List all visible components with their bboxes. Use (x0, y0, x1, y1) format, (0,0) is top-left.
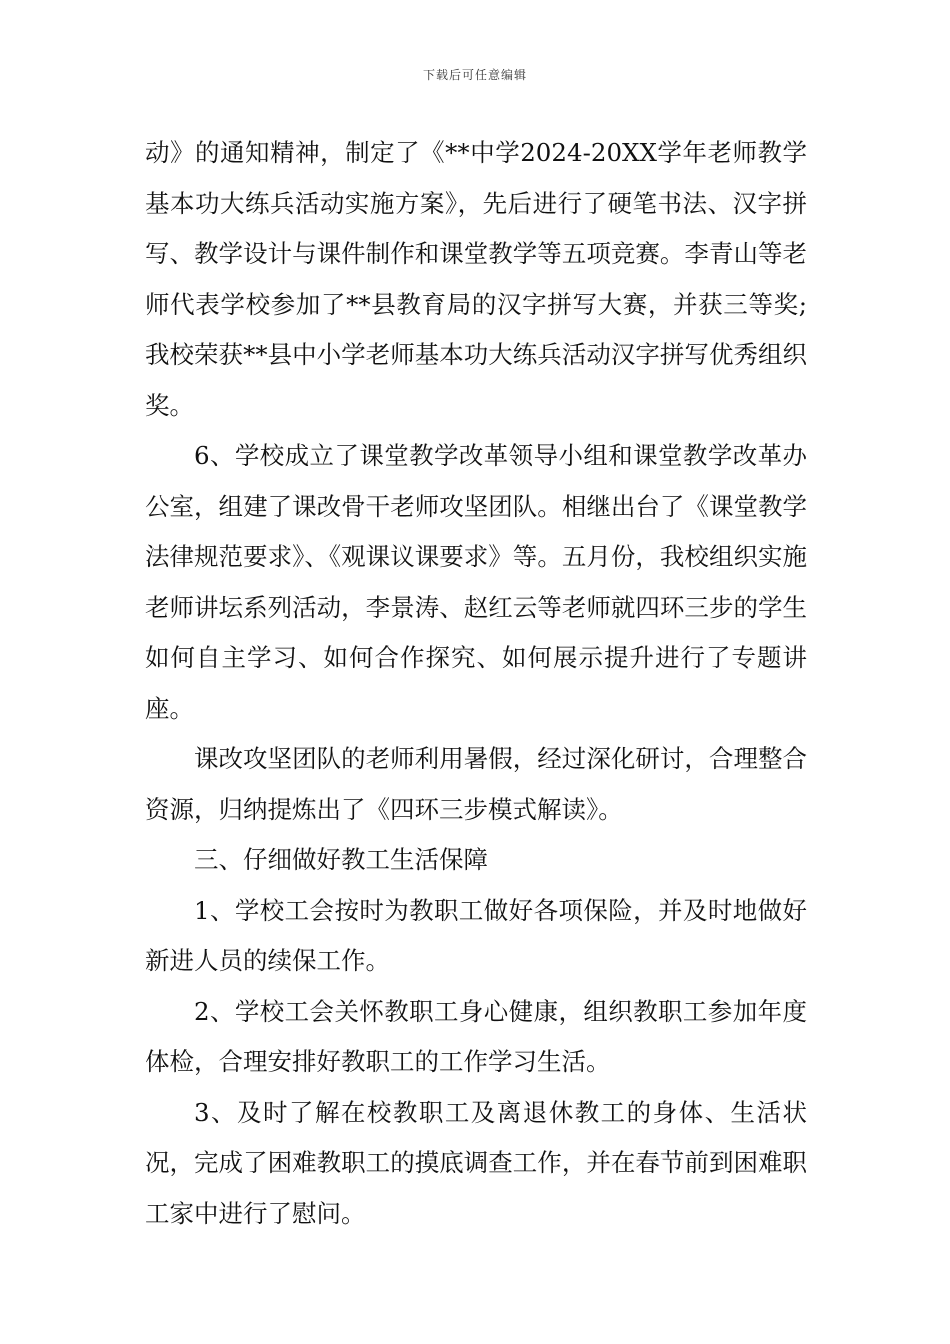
paragraph-item-6: 6、学校成立了课堂教学改革领导小组和课堂教学改革办公室，组建了课改骨干老师攻坚团队。相继出台了《课堂教学法律规范要求》、《观课议课要求》等。五月份，我校组织实施老师讲坛系列活动，李景涛、赵红云等老师就四环三步的学生如何自主学习、如何合作探究、如何展示提升进行了专题讲座。 (145, 441, 807, 723)
paragraph-item-3: 3、及时了解在校教职工及离退休教工的身体、生活状况，完成了困难教职工的摸底调查工作，并在春节前到困难职工家中进行了慰问。 (145, 1097, 807, 1228)
paragraph-reform-team: 课改攻坚团队的老师利用暑假，经过深化研讨，合理整合资源，归纳提炼出了《四环三步模式解读》。 (145, 744, 807, 824)
page-header-note: 下载后可任意编辑 (422, 68, 527, 82)
paragraph-continuation: 动》的通知精神，制定了《**中学2024-20XX学年老师教学基本功大练兵活动实施方案》，先后进行了硬笔书法、汉字拼写、教学设计与课件制作和课堂教学等五项竞赛。李青山等老师代表学校参加了**县教育局的汉字拼写大赛，并获三等奖;我校荣获**县中小学老师基本功大练兵活动汉字拼写优秀组织奖。 (145, 138, 807, 420)
paragraph-item-2: 2、学校工会关怀教职工身心健康，组织教职工参加年度体检，合理安排好教职工的工作学习生活。 (145, 996, 807, 1076)
paragraph-item-1: 1、学校工会按时为教职工做好各项保险，并及时地做好新进人员的续保工作。 (145, 895, 807, 975)
section-heading-3: 三、仔细做好教工生活保障 (194, 845, 488, 874)
document-body (145, 128, 807, 1239)
